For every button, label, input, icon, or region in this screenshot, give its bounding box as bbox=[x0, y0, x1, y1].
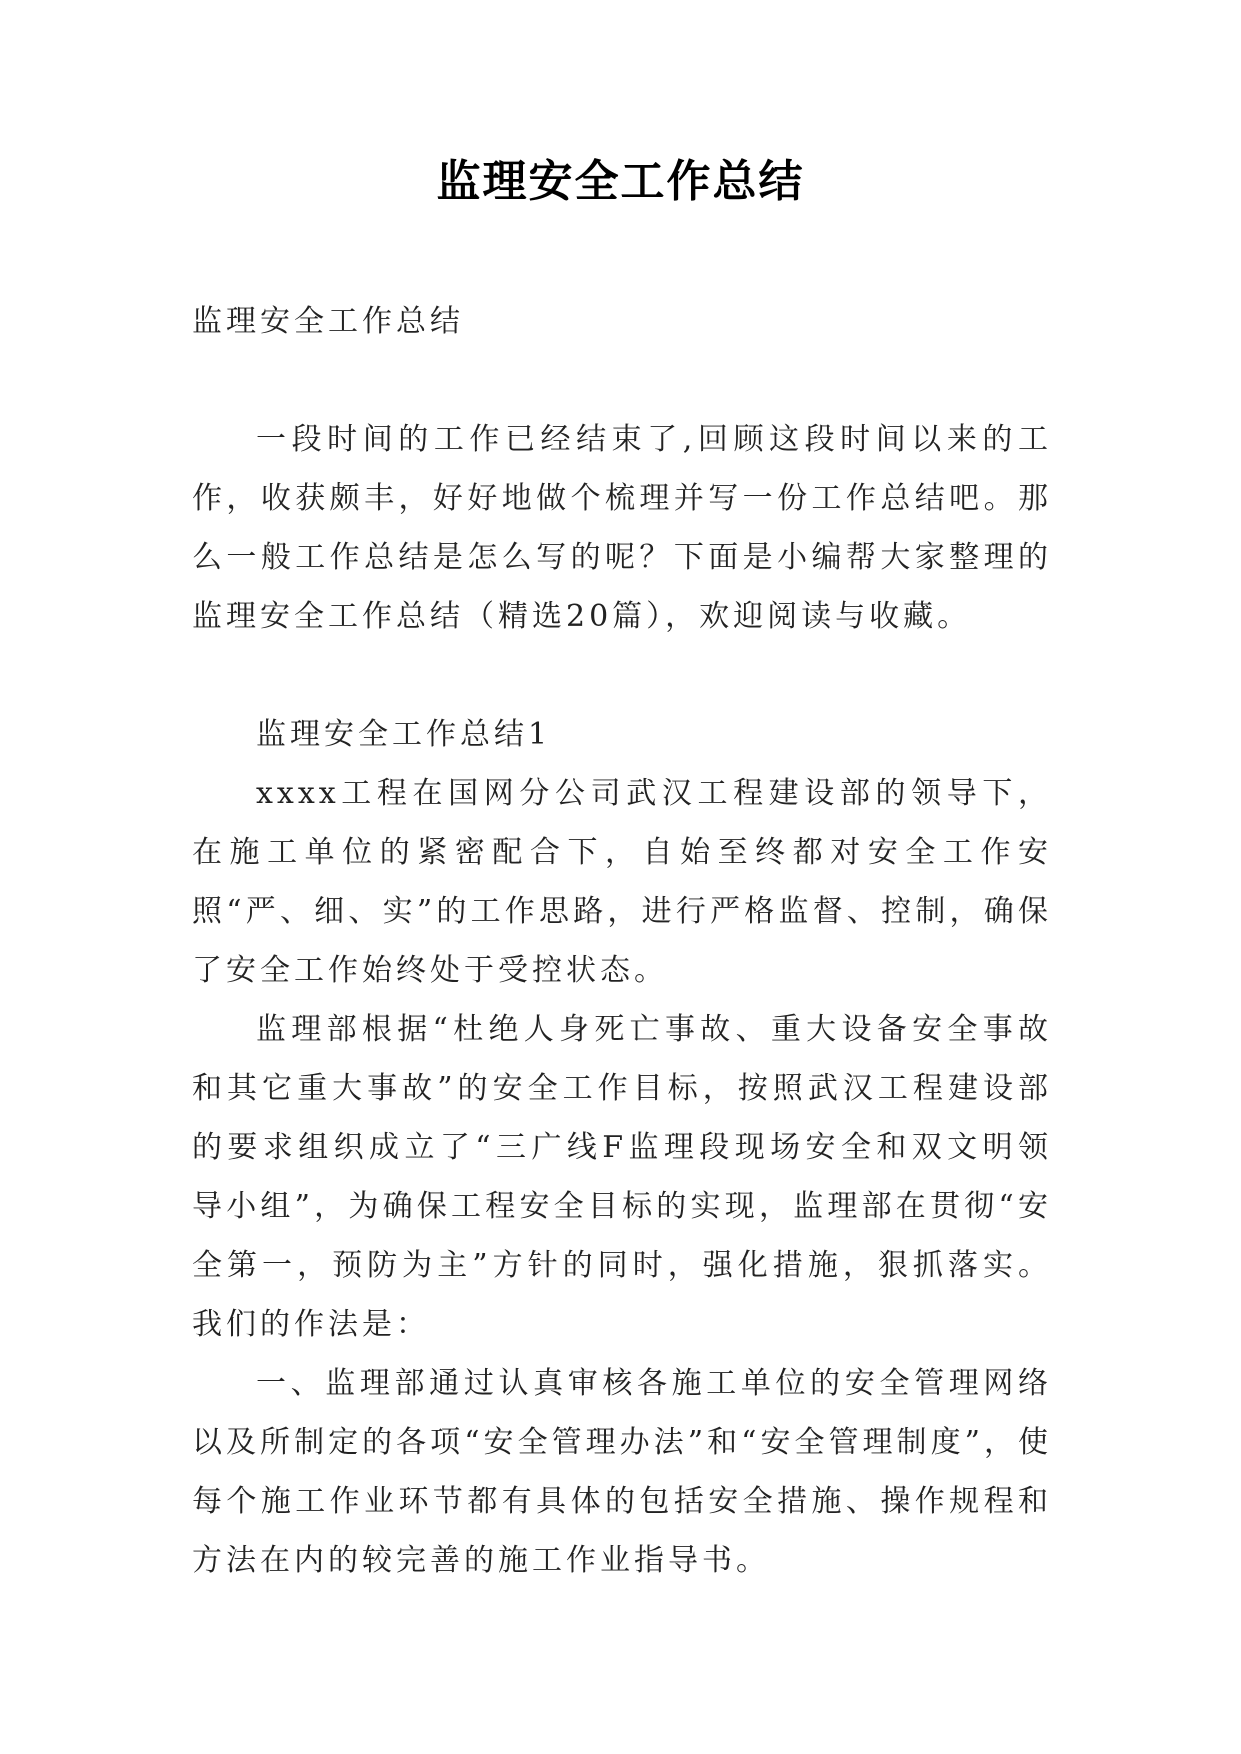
body-paragraph: 监理部根据“杜绝人身死亡事故、重大设备安全事故和其它重大事故”的安全工作目标，按照武汉工程建设部的要求组织成立了“三广线F监理段现场安全和双文明领导小组”，为确保工程安全目标的实现，监理部在贯彻“安全第一，预防为主”方针的同时，强化措施，狠抓落实。我们的作法是： bbox=[192, 1012, 1052, 1342]
body-paragraph: xxxx工程在国网分公司武汉工程建设部的领导下，在施工单位的紧密配合下，自始至终都对安全工作安照“严、细、实”的工作思路，进行严格监督、控制，确保了安全工作始终处于受控状态。 bbox=[192, 776, 1052, 988]
page-title: 监理安全工作总结 bbox=[436, 156, 805, 207]
section-heading: 监理安全工作总结1 bbox=[256, 717, 552, 752]
document-body bbox=[192, 292, 1052, 1590]
intro-paragraph: 一段时间的工作已经结束了,回顾这段时间以来的工作，收获颇丰，好好地做个梳理并写一份工作总结吧。那么一般工作总结是怎么写的呢？下面是小编帮大家整理的监理安全工作总结（精选20篇），欢迎阅读与收藏。 bbox=[192, 422, 1052, 634]
body-paragraph: 一、监理部通过认真审核各施工单位的安全管理网络以及所制定的各项“安全管理办法”和“安全管理制度”，使每个施工作业环节都有具体的包括安全措施、操作规程和方法在内的较完善的施工作业指导书。 bbox=[192, 1366, 1052, 1578]
document-subtitle: 监理安全工作总结 bbox=[192, 304, 464, 339]
